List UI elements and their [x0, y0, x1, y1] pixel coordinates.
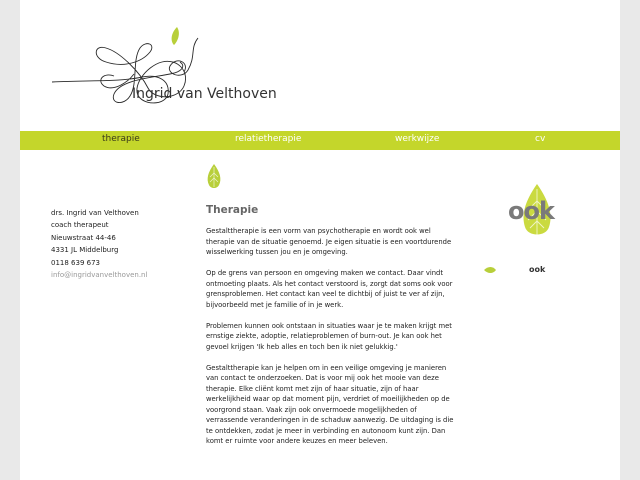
nav-item-therapie[interactable]: therapie	[102, 134, 140, 144]
paragraph: Gestalttherapie kan je helpen om in een veilige omgeving je manieren van contact te onderzoeken. Dat is voor mij ook het mooie van deze therapie. Elke cliënt komt met zijn of haar situatie, zijn of haar werkelijkheid waar op dat moment pijn, verdriet of moeilijkheden op de voorgrond staan. Vaak zijn ook onvermoede mogelijkheden of verrassende veranderingen in de schaduw aanwezig. De uitdaging is die te ontdekken, zodat je meer in verbinding en autonoom kunt zijn. Dan komt er ruimte voor andere keuzes en meer beleven.	[206, 363, 454, 445]
paragraph: Op de grens van persoon en omgeving maken we contact. Daar vindt ontmoeting plaats. Als het contact verstoord is, zorgt dat soms ook voor grensproblemen. Het contact kan veel te dichtbij of juist te ver af zijn, bijvoorbeeld met je familie of in je werk.	[206, 269, 453, 309]
small-leaf-icon	[483, 266, 497, 274]
nav-item-cv[interactable]: cv	[535, 134, 546, 144]
ook-graphic	[508, 183, 578, 243]
nav-item-werkwijze[interactable]: werkwijze	[395, 134, 440, 144]
contact-phone: 0118 639 673	[51, 258, 100, 267]
contact-email-link[interactable]: info@ingridvanvelthoven.nl	[51, 271, 148, 280]
contact-street: Nieuwstraat 44-46	[51, 233, 116, 242]
main-content	[206, 204, 460, 457]
page	[20, 0, 620, 480]
contact-info	[51, 207, 147, 281]
nav-item-relatietherapie[interactable]: relatietherapie	[235, 134, 302, 144]
ook-link[interactable]: ook	[529, 265, 546, 274]
logo-leaf-icon	[172, 27, 179, 45]
site-name: Ingrid van Velthoven	[132, 86, 277, 102]
logo-scribble-icon[interactable]	[50, 22, 260, 122]
paragraph: Gestalttherapie is een vorm van psychotherapie en wordt ook wel therapie van de situatie genoemd. Je eigen situatie is een voortdurende wisselwerking tussen jou en je omgeving.	[206, 227, 452, 256]
main-nav	[20, 131, 620, 150]
paragraph: Problemen kunnen ook ontstaan in situaties waar je te maken krijgt met ernstige ziekte, adoptie, relatieproblemen of burn-out. Je kan ook het gevoel krijgen 'Ik heb alles en toch ben ik niet gelukkig.'	[206, 321, 452, 351]
leaf-icon	[206, 163, 222, 190]
contact-name: drs. Ingrid van Velthoven	[51, 209, 139, 217]
page-title: Therapie	[206, 204, 259, 216]
contact-role: coach therapeut	[51, 221, 109, 230]
ook-title: ook	[508, 197, 554, 225]
contact-city: 4331 JL Middelburg	[51, 246, 119, 255]
header	[20, 0, 620, 130]
